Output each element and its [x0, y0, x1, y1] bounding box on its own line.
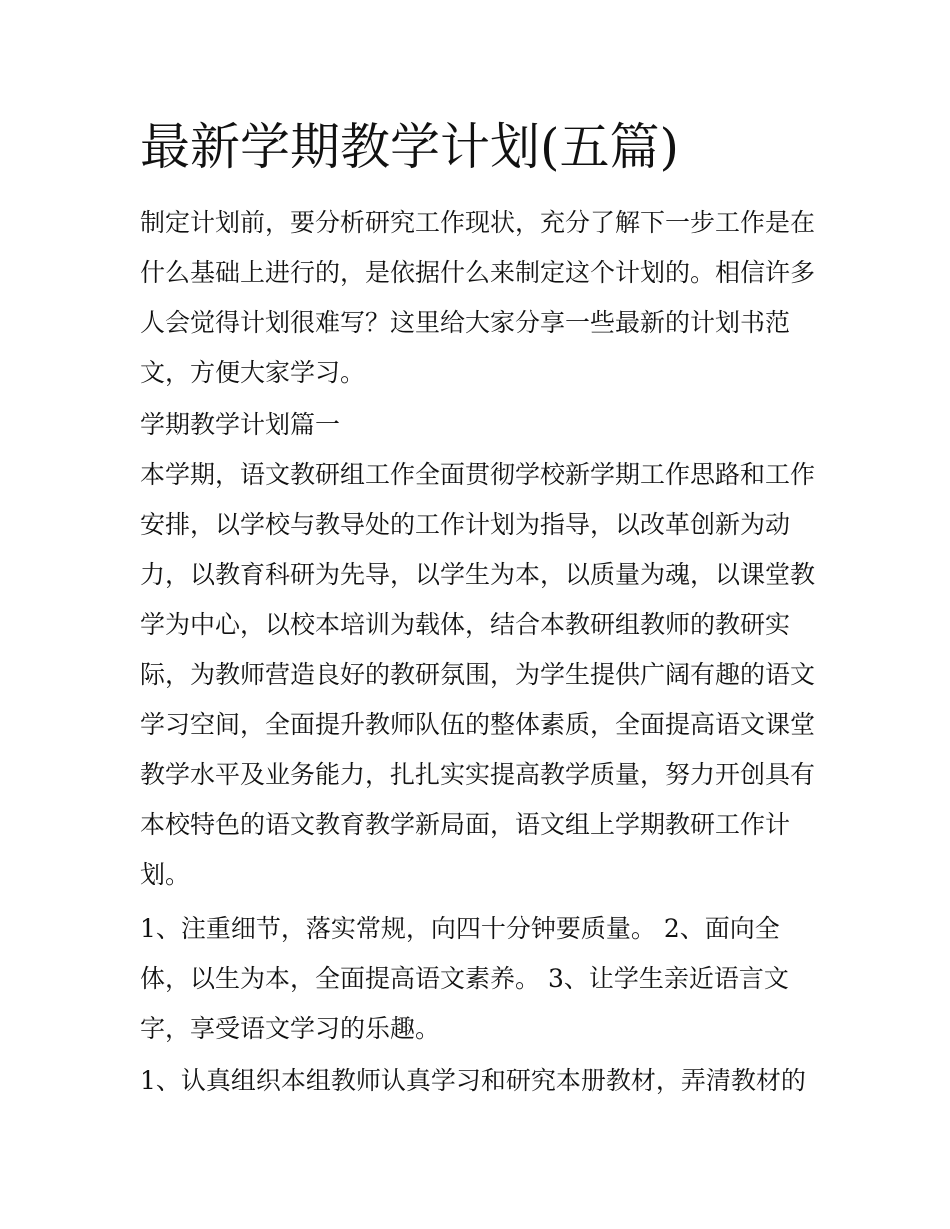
body-line-3: 力，以教育科研为先导，以学生为本，以质量为魂，以课堂教	[140, 560, 816, 589]
goals-line-1: 1、注重细节，落实常规，向四十分钟要质量。 2、面向全	[140, 914, 780, 943]
body-line-5: 际，为教师营造良好的教研氛围，为学生提供广阔有趣的语文	[140, 660, 816, 689]
section-heading: 学期教学计划篇一	[140, 410, 341, 439]
body-line-8: 本校特色的语文教育教学新局面，语文组上学期教研工作计	[140, 810, 791, 839]
body-line-4: 学为中心，以校本培训为载体，结合本教研组教师的教研实	[140, 610, 791, 639]
body-line-2: 安排，以学校与教导处的工作计划为指导，以改革创新为动	[140, 510, 791, 539]
goals-line-3: 字，享受语文学习的乐趣。	[140, 1014, 441, 1043]
body-line-7: 教学水平及业务能力，扎扎实实提高教学质量，努力开创具有	[140, 760, 816, 789]
intro-line-2: 什么基础上进行的，是依据什么来制定这个计划的。相信许多	[140, 258, 816, 287]
intro-line-1: 制定计划前，要分析研究工作现状，充分了解下一步工作是在	[140, 208, 816, 237]
body-line-1: 本学期，语文教研组工作全面贯彻学校新学期工作思路和工作	[140, 460, 816, 489]
body-line-9: 划。	[140, 860, 191, 889]
measures-line-1: 1、认真组织本组教师认真学习和研究本册教材，弄清教材的	[140, 1066, 806, 1095]
intro-line-3: 人会觉得计划很难写？这里给大家分享一些最新的计划书范	[140, 308, 791, 337]
intro-line-4: 文，方便大家学习。	[140, 358, 366, 387]
body-line-6: 学习空间，全面提升教师队伍的整体素质，全面提高语文课堂	[140, 710, 816, 739]
document-title: 最新学期教学计划(五篇)	[140, 118, 680, 176]
goals-line-2: 体，以生为本，全面提高语文素养。 3、让学生亲近语言文	[140, 964, 789, 993]
